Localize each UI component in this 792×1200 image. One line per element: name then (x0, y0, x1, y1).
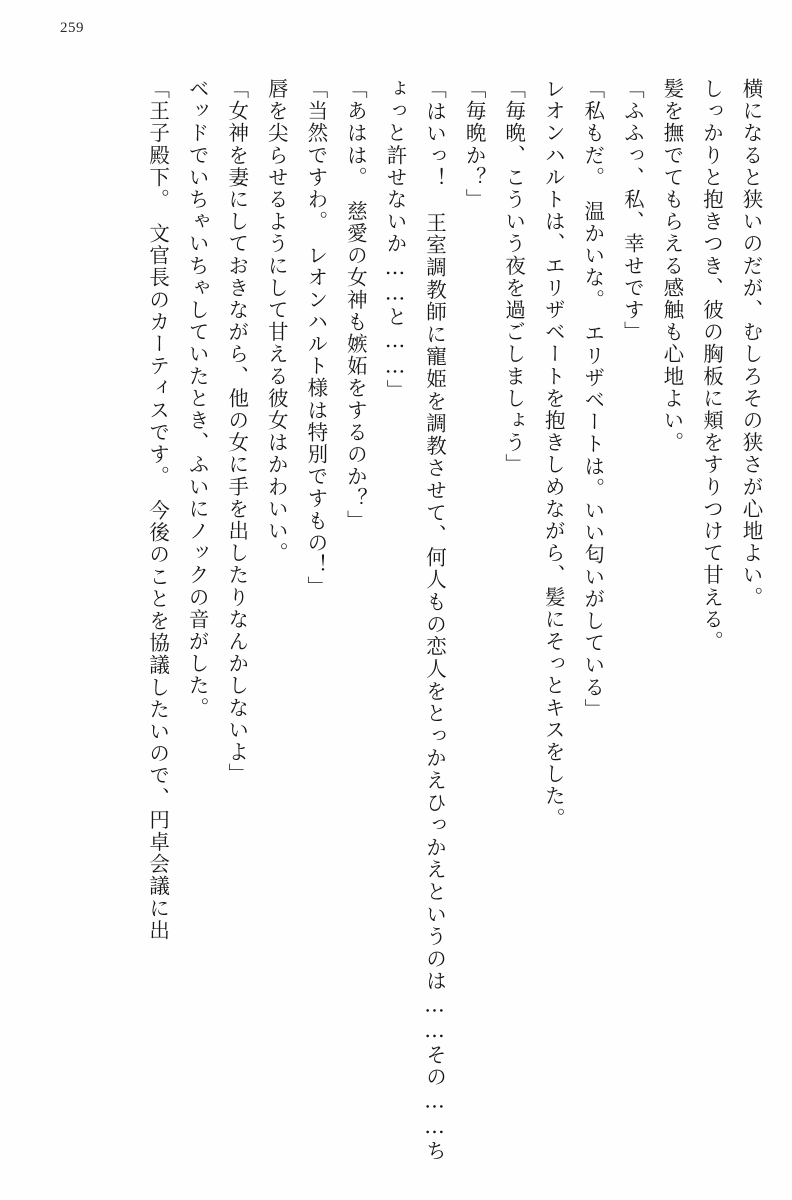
paragraph: 「毎晩、こういう夜を過ごしましょう」 (501, 78, 526, 476)
paragraph: 「ふふっ、私、幸せです」 (620, 78, 645, 344)
paragraph: 「女神を妻にしておきながら、他の女に手を出したりなんかしないよ」 (224, 78, 249, 786)
page-number: 259 (60, 20, 84, 36)
paragraph: 髪を撫でてもらえる感触も心地よい。 (659, 78, 684, 454)
paragraph: レオンハルトは、エリザベートを抱きしめながら、髪にそっとキスをした。 (541, 78, 566, 830)
paragraph: 「あはは。 慈愛の女神も嫉妬をするのか？」 (343, 78, 368, 532)
paragraph: 唇を尖らせるようにして甘える彼女はかわいい。 (264, 78, 289, 565)
paragraph: ベッドでいちゃいちゃしていたとき、ふいにノックの音がした。 (185, 78, 210, 719)
paragraph: 「私もだ。 温かいな。 エリザベートは。いい匂いがしている」 (580, 78, 605, 721)
page-body-text (24, 78, 770, 1162)
paragraph: 横になると狭いのだが、むしろその狭さが心地よい。 (739, 78, 763, 609)
paragraph: 「当然ですわ。 レオンハルト様は特別ですもの！」 (303, 78, 328, 599)
paragraph: 「毎晩か？」 (462, 78, 487, 211)
paragraph: 「はいっ！ 王室調教師に寵姫を調教させて、何人もの恋人をとっかえひっかえというのは……その……ちょっと許せないか……と……」 (382, 78, 447, 1162)
paragraph: しっかりと抱きつき、彼の胸板に頬をすりつけて甘える。 (699, 78, 724, 653)
paragraph: 「王子殿下。 文官長のカーティスです。 今後のことを協議したいので、円卓会議に出 (145, 78, 170, 942)
